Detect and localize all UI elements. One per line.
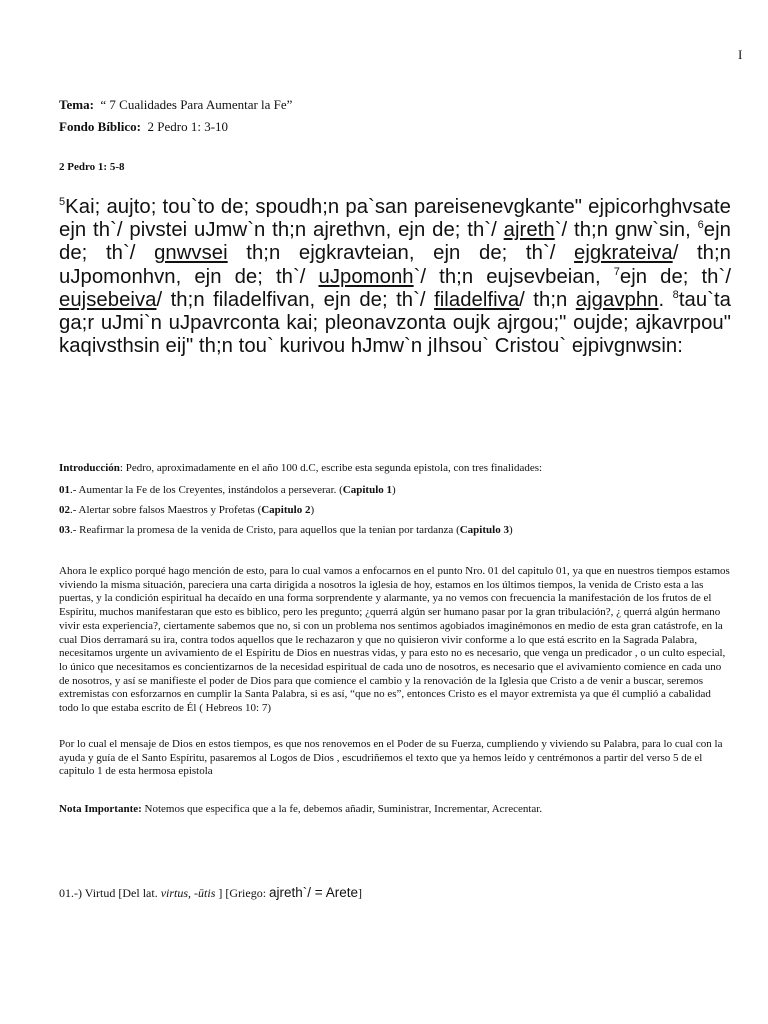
- greek-word-egkrateia: ejgkrateiva: [574, 242, 673, 265]
- verse-5-number: 5: [59, 196, 66, 209]
- virtud-greek: ajreth`/ = Arete: [269, 885, 358, 900]
- greek-text: tau`ta ga;r uJmi`n uJpavrconta kai; pleonavzonta oujk ajrgou;" oujde; ajkavrpou" kaqivsthsin eij" th;n tou` kurivou hJmw`n jIhsou` Cristou` ejpivgnwsin:: [59, 288, 731, 358]
- paragraph-2: Por lo cual el mensaje de Dios en estos tiempos, es que nos renovemos en el Poder de su Fuerza, cumpliendo y viviendo su Palabra, para lo cual con la ayuda y guía de el Santo Espíritu, pasaremos al Logos de Dios , escudriñemos el texto que ya hemos leído y centrémonos a partir del verso 5 de el capitulo 1 de esta hermosa epistola: [59, 738, 723, 778]
- page-number: I: [738, 47, 743, 62]
- tema-value: “ 7 Cualidades Para Aumentar la Fe”: [100, 97, 293, 112]
- greek-word-agape: ajgavphn: [575, 288, 659, 311]
- virtud-mid: ] [Griego:: [215, 886, 270, 900]
- greek-word-arete: ajreth: [503, 219, 555, 242]
- item-close: ): [508, 524, 513, 536]
- item-text: .- Aumentar la Fe de los Creyentes, instándolos a perseverar. (: [70, 484, 343, 496]
- greek-word-gnosei: gnwvsei: [154, 242, 228, 265]
- greek-text: / th;n: [519, 288, 576, 311]
- fondo-label: Fondo Bíblico:: [59, 119, 141, 134]
- greek-text: / th;n filadelfivan, ejn de; th`/: [156, 288, 435, 311]
- virtud-latin: virtus, -ūtis: [160, 886, 216, 900]
- greek-text: / th;n uJpomonhvn, ejn de; th`/: [59, 242, 732, 288]
- virtud-prefix: 01.-) Virtud [Del lat.: [59, 886, 161, 900]
- intro-label: Introducción: [59, 462, 120, 474]
- greek-text: .: [658, 288, 673, 311]
- verse-7-number: 7: [613, 265, 620, 278]
- item-text: .- Reafirmar la promesa de la venida de Cristo, para aquellos que la tenian por tardanza (: [70, 524, 460, 536]
- verse-8-number: 8: [672, 289, 679, 302]
- greek-text: Kai; aujto; tou`to de; spoudh;n pa`san pareisenevgkante" ejpicorhghvsate ejn th`/ pivstei uJmw`n th;n ajrethvn, ejn de; th`/: [59, 196, 731, 242]
- fondo-line: [59, 119, 228, 135]
- greek-word-eusebeia: eujsebeiva: [59, 288, 157, 311]
- greek-text: th;n ejgkravteian, ejn de; th`/: [227, 242, 575, 265]
- greek-text: ejn de; th`/: [619, 265, 732, 288]
- item-number: 01: [59, 484, 70, 496]
- paragraph-1: Ahora le explico porqué hago mención de esto, para lo cual vamos a enfocarnos en el punto Nro. 01 del capitulo 01, ya que en nuestros tiempos estamos viviendo la misma situación, pareciera una carta dirigida a nosotros la iglesia de hoy, estamos en los últimos tiempos, la venida de Cristo esta a las puertas, y la condición espiritual ha decaído en una forma sorprendente y alarmante, ya no vemos con frecuencia la manifestación de los frutos de el Espíritu, muchos manifestaran que esto es biblico, pero les pregunto; ¿querrá algún ser humano pasar por la gran tribulación?, ¿ querrá algún hermano vivir esta experiencia?, ciertamente sabemos que no, si con un problema nos sentimos agobiados imaginémonos en medio de esta gran catástrofe, en la cual Dios derramará su ira, contra todos aquellos que le rechazaron y que no quisieron vivir conforme a lo que está escrito en la Sagrada Palabra, necesitamos urgente un avivamiento de el Espíritu de Dios en nuestras vidas, y para esto no es necesario, que venga un predicador , o un culto especial, lo único que necesitamos es concientizarnos de la necesidad espiritual de cada uno de nosotros, es necesario que el avivamiento comience en cada uno de nosotros, y así se manifieste el poder de Dios para que comience el cambio y la renovación de la Iglesia que Cristo a de venir a buscar, seremos extremistas con esforzarnos en cumplir la Santa Palabra, si es así, “que no es”, entonces Cristo es el mayor extremista ya que él cumplió a cabalidad todo lo que estaba escrito de Él ( Hebreos 10: 7): [59, 565, 730, 715]
- tema-label: Tema:: [59, 97, 94, 112]
- passage-reference: 2 Pedro 1: 5-8: [59, 161, 125, 173]
- list-item: [59, 503, 739, 517]
- greek-word-hypomone: uJpomonh: [318, 265, 414, 288]
- item-text: .- Alertar sobre falsos Maestros y Profetas (: [70, 504, 262, 516]
- verse-6-number: 6: [697, 219, 704, 232]
- virtud-suffix: ]: [357, 886, 362, 900]
- nota-text: Notemos que especifica que a la fe, debemos añadir, Suministrar, Incrementar, Acrecentar.: [141, 803, 543, 815]
- list-item: [59, 483, 739, 497]
- item-close: ): [392, 484, 396, 496]
- item-close: ): [310, 504, 315, 516]
- virtud-line: [59, 885, 362, 901]
- greek-text: `/ th;n eujsevbeian,: [413, 265, 614, 288]
- tema-line: [59, 97, 292, 113]
- item-chapter: Capitulo 3: [459, 524, 509, 536]
- introduction: [59, 461, 739, 475]
- intro-text: : Pedro, aproximadamente en el año 100 d.C, escribe esta segunda epistola, con tres finalidades:: [119, 462, 543, 474]
- item-chapter: Capitulo 2: [261, 504, 311, 516]
- nota-importante: [59, 803, 733, 817]
- item-number: 02: [59, 504, 70, 516]
- greek-passage: [59, 196, 731, 358]
- greek-text: `/ th;n gnw`sin,: [554, 219, 698, 242]
- nota-label: Nota Importante:: [59, 803, 142, 815]
- item-number: 03: [59, 524, 70, 536]
- fondo-value: 2 Pedro 1: 3-10: [147, 119, 229, 134]
- item-chapter: Capitulo 1: [342, 484, 393, 496]
- list-item: [59, 523, 739, 537]
- greek-text: ejn de; th`/: [59, 219, 731, 265]
- greek-word-filadelfia: filadelfiva: [434, 288, 520, 311]
